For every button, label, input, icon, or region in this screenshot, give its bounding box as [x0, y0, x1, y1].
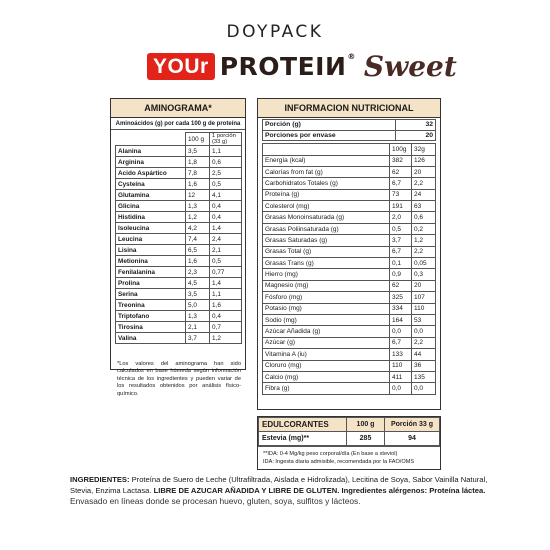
aminogram-row: [116, 212, 242, 223]
nutrient-name: Energía (kcal): [263, 155, 390, 166]
sweeteners-header-row: [259, 418, 440, 432]
amino-value-portion: 0,6: [210, 157, 242, 168]
sweeteners-col-100g: 100 g: [347, 418, 385, 432]
aminogram-row: [116, 223, 242, 234]
nutrient-value-32g: 20: [412, 280, 436, 291]
nutrient-value-32g: 0,3: [412, 269, 436, 280]
amino-value-100g: 4,5: [186, 278, 210, 289]
amino-value-portion: 0,5: [210, 179, 242, 190]
amino-name: Isoleucina: [116, 223, 186, 234]
amino-name: Acido Aspártico: [116, 168, 186, 179]
amino-value-100g: 1,2: [186, 212, 210, 223]
nutrient-value-100g: 6,7: [390, 178, 412, 189]
amino-name: Triptofano: [116, 311, 186, 322]
ingredients-label: INGREDIENTES:: [70, 475, 130, 484]
amino-value-100g: 7,8: [186, 168, 210, 179]
nutrition-row: [263, 201, 436, 212]
amino-value-portion: 0,4: [210, 201, 242, 212]
aminogram-col-100g: 100 g: [186, 133, 210, 146]
aminogram-row: [116, 179, 242, 190]
nutrient-name: Grasas Trans (g): [263, 258, 390, 269]
nutrient-value-100g: 133: [390, 349, 412, 360]
nutrition-row: [263, 178, 436, 189]
nutrition-row: [263, 246, 436, 257]
brand-your-badge: YOUr: [147, 53, 215, 80]
aminogram-header-row: [116, 133, 242, 146]
amino-name: Valina: [116, 333, 186, 344]
nutrient-value-100g: 62: [390, 166, 412, 177]
allergen-statement: LIBRE DE AZUCAR AÑADIDA Y LIBRE DE GLUTEN. Ingredientes alérgenos: Proteína láctea.: [153, 485, 486, 495]
amino-value-portion: 1,4: [210, 278, 242, 289]
amino-name: Glutamina: [116, 190, 186, 201]
nutrition-row: [263, 212, 436, 223]
nutrition-row: [263, 349, 436, 360]
stevia-label: Estevia (mg)**: [259, 432, 347, 446]
ingredients-text: [70, 475, 500, 508]
nutrient-value-100g: 325: [390, 292, 412, 303]
amino-name: Lisina: [116, 245, 186, 256]
nutrient-value-100g: 62: [390, 280, 412, 291]
nutrient-value-32g: 107: [412, 292, 436, 303]
stevia-value-100g: 285: [347, 432, 385, 446]
brand-sweet-script: Sweet: [363, 49, 457, 83]
amino-value-100g: 5,0: [186, 300, 210, 311]
ida-note-2: IDA: Ingesta diaria admisible, recomendada por la FAO/OMS: [263, 459, 415, 465]
nutrient-value-100g: 73: [390, 189, 412, 200]
nutrition-panel: [257, 98, 441, 410]
amino-value-100g: 12: [186, 190, 210, 201]
amino-value-portion: 0,5: [210, 256, 242, 267]
aminogram-row: [116, 322, 242, 333]
aminogram-row: [116, 267, 242, 278]
amino-value-100g: 7,4: [186, 234, 210, 245]
nutrient-value-100g: 0,0: [390, 326, 412, 337]
ingredients-list: Proteína de Suero de Leche (Ultrafiltrada, Aislada e Hidrolizada), Lecitina de Soya, Sabor Vainilla Natural, Stevia, Enzima Lactasa.: [70, 475, 488, 495]
nutrient-name: Potasio (mg): [263, 303, 390, 314]
nutrition-row: [263, 235, 436, 246]
aminogram-row: [116, 256, 242, 267]
amino-name: Leucina: [116, 234, 186, 245]
nutrient-value-32g: 110: [412, 303, 436, 314]
amino-value-portion: 1,1: [210, 146, 242, 157]
portions-per-pack-row: [263, 130, 436, 141]
nutrient-value-32g: 0,0: [412, 326, 436, 337]
nutrient-name: Fibra (g): [263, 383, 390, 394]
amino-value-100g: 3,5: [186, 289, 210, 300]
amino-value-100g: 1,3: [186, 311, 210, 322]
nutrient-value-100g: 411: [390, 371, 412, 382]
portions-value: 20: [396, 130, 436, 141]
nutrition-row: [263, 223, 436, 234]
aminogram-subtitle: Aminoácidos (g) por cada 100 g de proteína: [111, 118, 245, 130]
aminogram-row: [116, 146, 242, 157]
aminogram-corner-cell: [116, 133, 186, 146]
stevia-value-portion: 94: [385, 432, 440, 446]
aminogram-row: [116, 278, 242, 289]
aminogram-col-portion: 1 porción (33 g): [210, 133, 242, 146]
amino-name: Histidina: [116, 212, 186, 223]
nutrition-corner-cell: [263, 144, 390, 156]
nutrient-value-32g: 20: [412, 166, 436, 177]
processing-statement: Envasado en líneas donde se procesan huevo, gluten, soya, sulfitos y lácteos.: [70, 496, 361, 506]
amino-value-portion: 0,4: [210, 311, 242, 322]
nutrition-row: [263, 166, 436, 177]
nutrition-col-32g: 32g: [412, 144, 436, 156]
amino-value-100g: 3,7: [186, 333, 210, 344]
nutrient-name: Proteína (g): [263, 189, 390, 200]
nutrition-row: [263, 303, 436, 314]
sweeteners-title: EDULCORANTES: [259, 418, 347, 432]
aminogram-title: AMINOGRAMA*: [111, 99, 245, 118]
nutrient-name: Grasas Monoinsaturada (g): [263, 212, 390, 223]
nutrient-name: Azúcar (g): [263, 337, 390, 348]
nutrient-value-32g: 0,6: [412, 212, 436, 223]
nutrient-value-100g: 3,7: [390, 235, 412, 246]
nutrient-name: Calorías from fat (g): [263, 166, 390, 177]
nutrition-table: [262, 143, 436, 395]
nutrition-header-row: [263, 144, 436, 156]
nutrient-value-32g: 36: [412, 360, 436, 371]
sweeteners-panel: [257, 416, 441, 470]
aminogram-table: [115, 132, 242, 344]
amino-name: Serina: [116, 289, 186, 300]
nutrition-row: [263, 383, 436, 394]
nutrient-name: Hierro (mg): [263, 269, 390, 280]
nutrient-value-32g: 2,2: [412, 178, 436, 189]
nutrition-row: [263, 292, 436, 303]
nutrient-name: Grasas Poliinsaturada (g): [263, 223, 390, 234]
aminogram-footnote: *Los valores del aminograma han sido calculados en base húmeda según información técnica de los ingredientes y pueden variar de los resultados obtenidos por análisis físico-químico.: [117, 361, 241, 397]
nutrient-value-32g: 126: [412, 155, 436, 166]
nutrient-value-100g: 382: [390, 155, 412, 166]
aminogram-row: [116, 300, 242, 311]
nutrient-value-32g: 135: [412, 371, 436, 382]
nutrient-value-32g: 63: [412, 201, 436, 212]
aminogram-row: [116, 190, 242, 201]
nutrient-value-32g: 0,05: [412, 258, 436, 269]
nutrient-name: Magnesio (mg): [263, 280, 390, 291]
nutrient-name: Cloruro (mg): [263, 360, 390, 371]
nutrient-name: Carbohidratos Totales (g): [263, 178, 390, 189]
doypack-title: DOYPACK: [226, 22, 324, 42]
nutrition-row: [263, 326, 436, 337]
amino-name: Glicina: [116, 201, 186, 212]
amino-name: Fenilalanina: [116, 267, 186, 278]
amino-value-portion: 2,1: [210, 245, 242, 256]
nutrition-portion-table: [262, 119, 436, 141]
amino-value-portion: 1,2: [210, 333, 242, 344]
portion-row: [263, 120, 436, 131]
amino-name: Arginina: [116, 157, 186, 168]
nutrient-name: Sodio (mg): [263, 314, 390, 325]
nutrition-title: INFORMACION NUTRICIONAL: [258, 99, 440, 118]
nutrient-value-100g: 6,7: [390, 246, 412, 257]
nutrient-value-32g: 2,2: [412, 337, 436, 348]
brand-protein-text: PROTEIИ: [219, 51, 347, 81]
nutrition-row: [263, 337, 436, 348]
portion-value: 32: [396, 120, 436, 131]
aminogram-row: [116, 168, 242, 179]
amino-name: Treonina: [116, 300, 186, 311]
aminogram-row: [116, 333, 242, 344]
nutrient-value-32g: 0,0: [412, 383, 436, 394]
stevia-row: [259, 432, 440, 446]
sweeteners-table: [258, 417, 440, 446]
amino-name: Cysteína: [116, 179, 186, 190]
nutrient-value-32g: 24: [412, 189, 436, 200]
amino-value-100g: 3,5: [186, 146, 210, 157]
nutrient-value-100g: 0,9: [390, 269, 412, 280]
nutrition-row: [263, 280, 436, 291]
amino-value-portion: 0,4: [210, 212, 242, 223]
nutrition-row: [263, 258, 436, 269]
nutrient-value-100g: 0,1: [390, 258, 412, 269]
amino-value-portion: 1,6: [210, 300, 242, 311]
nutrient-name: Grasas Saturadas (g): [263, 235, 390, 246]
amino-value-portion: 2,4: [210, 234, 242, 245]
aminogram-row: [116, 201, 242, 212]
nutrient-name: Azúcar Añadida (g): [263, 326, 390, 337]
aminogram-panel: [110, 98, 246, 397]
amino-value-100g: 1,3: [186, 201, 210, 212]
amino-value-100g: 1,6: [186, 256, 210, 267]
amino-value-100g: 1,6: [186, 179, 210, 190]
amino-name: Metionina: [116, 256, 186, 267]
nutrient-value-32g: 1,2: [412, 235, 436, 246]
portion-label: Porción (g): [263, 120, 396, 131]
amino-name: Tirosina: [116, 322, 186, 333]
nutrition-col-100g: 100g: [390, 144, 412, 156]
nutrition-row: [263, 314, 436, 325]
aminogram-row: [116, 289, 242, 300]
nutrient-value-100g: 191: [390, 201, 412, 212]
nutrient-value-32g: 44: [412, 349, 436, 360]
nutrient-value-32g: 2,2: [412, 246, 436, 257]
sweeteners-notes: [258, 446, 440, 469]
brand-logo: [147, 48, 457, 84]
registered-mark: ®: [347, 51, 356, 61]
amino-value-portion: 0,7: [210, 322, 242, 333]
amino-value-portion: 0,77: [210, 267, 242, 278]
nutrient-value-100g: 110: [390, 360, 412, 371]
amino-name: Alanina: [116, 146, 186, 157]
nutrition-row: [263, 189, 436, 200]
nutrient-value-100g: 334: [390, 303, 412, 314]
amino-value-100g: 2,1: [186, 322, 210, 333]
aminogram-row: [116, 234, 242, 245]
portions-label: Porciones por envase: [263, 130, 396, 141]
nutrient-name: Calcio (mg): [263, 371, 390, 382]
aminogram-row: [116, 245, 242, 256]
amino-value-100g: 6,5: [186, 245, 210, 256]
nutrient-name: Vitamina A (iu): [263, 349, 390, 360]
nutrient-value-32g: 0,2: [412, 223, 436, 234]
nutrition-row: [263, 269, 436, 280]
aminogram-row: [116, 157, 242, 168]
nutrient-name: Fósforo (mg): [263, 292, 390, 303]
nutrient-value-100g: 0,0: [390, 383, 412, 394]
nutrient-value-100g: 2,0: [390, 212, 412, 223]
amino-value-portion: 4,1: [210, 190, 242, 201]
nutrient-name: Colesterol (mg): [263, 201, 390, 212]
nutrition-row: [263, 371, 436, 382]
sweeteners-col-portion: Porción 33 g: [385, 418, 440, 432]
nutrition-row: [263, 155, 436, 166]
amino-value-portion: 1,4: [210, 223, 242, 234]
nutrient-name: Grasas Total (g): [263, 246, 390, 257]
aminogram-row: [116, 311, 242, 322]
page-header: [0, 22, 550, 42]
amino-value-portion: 2,5: [210, 168, 242, 179]
amino-value-100g: 4,2: [186, 223, 210, 234]
nutrition-row: [263, 360, 436, 371]
amino-value-portion: 1,1: [210, 289, 242, 300]
nutrient-value-32g: 53: [412, 314, 436, 325]
amino-name: Prolina: [116, 278, 186, 289]
nutrient-value-100g: 0,5: [390, 223, 412, 234]
ida-note-1: **IDA: 0-4 Mg/kg peso corporal/día (En base a steviol): [263, 451, 398, 457]
nutrient-value-100g: 6,7: [390, 337, 412, 348]
amino-value-100g: 2,3: [186, 267, 210, 278]
amino-value-100g: 1,8: [186, 157, 210, 168]
nutrient-value-100g: 164: [390, 314, 412, 325]
brand-protein-wordmark: [220, 52, 356, 81]
